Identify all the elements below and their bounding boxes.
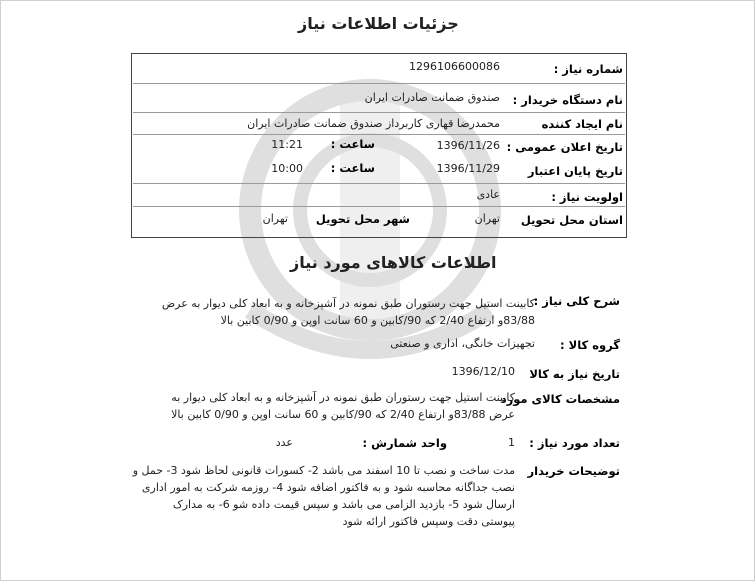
- description-label: شرح کلی نیاز :: [533, 294, 620, 308]
- notes-line-1: مدت ساخت و نصب تا 10 اسفند می باشد 2- کسورات قانونی لحاظ شود 3- حمل و: [132, 464, 515, 477]
- deadline-label: تاریخ پایان اعتبار: [527, 164, 623, 178]
- page-title: جزئیات اطلاعات نیاز: [298, 14, 459, 33]
- city-value: تهران: [262, 212, 288, 225]
- buyer-notes-label: توضیحات خریدار: [527, 464, 620, 478]
- goods-title: اطلاعات کالاهای مورد نیاز: [290, 253, 497, 272]
- buyer-value: صندوق ضمانت صادرات ایران: [364, 91, 500, 104]
- spec-label: مشخصات کالای مورد: [500, 392, 620, 406]
- notes-line-3: ارسال شود 5- بازدید الزامی می باشد و سپس قیمت داده شو 6- به مدارک: [172, 498, 515, 511]
- need-number-value: 1296106600086: [409, 60, 500, 73]
- group-value: تجهیزات خانگی، اداری و صنعتی: [390, 337, 535, 350]
- divider: [133, 206, 625, 207]
- buyer-label: نام دستگاه خریدار :: [512, 93, 623, 107]
- unit-value: عدد: [275, 436, 293, 449]
- description-text: [135, 295, 535, 329]
- qty-value: 1: [508, 436, 515, 449]
- creator-value: محمدرضا قهاری کاربرداز صندوق ضمانت صادرات ایران: [247, 117, 500, 130]
- need-number-label: شماره نیاز :: [553, 62, 623, 76]
- unit-label: واحد شمارش :: [362, 436, 447, 450]
- priority-value: عادی: [476, 188, 500, 201]
- notes-line-4: پیوستی دقت وسپس فاکتور ارائه شود: [342, 515, 515, 528]
- spec-line-1: کابینت استیل جهت رستوران طبق نمونه در آشپزخانه و به ابعاد کلی دیوار به: [171, 391, 515, 404]
- creator-label: نام ایجاد کننده: [541, 117, 623, 131]
- announce-date-label: تاریخ اعلان عمومی :: [506, 140, 623, 154]
- announce-time-value: 11:21: [271, 138, 303, 151]
- need-date-value: 1396/12/10: [451, 365, 515, 378]
- priority-label: اولویت نیاز :: [551, 190, 623, 204]
- province-value: تهران: [474, 212, 500, 225]
- deadline-time-value: 10:00: [271, 162, 303, 175]
- divider: [133, 112, 625, 113]
- province-label: استان محل تحویل: [520, 213, 623, 227]
- divider: [133, 83, 625, 84]
- group-label: گروه کالا :: [560, 338, 620, 352]
- announce-date-value: 1396/11/26: [436, 139, 500, 152]
- divider: [133, 134, 625, 135]
- qty-label: تعداد مورد نیاز :: [529, 436, 620, 450]
- city-label: شهر محل تحویل: [315, 212, 410, 226]
- deadline-date-value: 1396/11/29: [436, 162, 500, 175]
- notes-line-2: نصب جداگانه محاسبه شود و به فاکتور اضافه شود 4- روزمه شرکت به امور اداری: [141, 481, 515, 494]
- spec-line-2: عرض 83/88و ارتفاع 2/40 که 90/کابین و 60 سانت اوپن و 0/90 کابین بالا: [171, 408, 515, 421]
- description-line-2: 83/88و ارتفاع 2/40 که 90/کابین و 60 سانت اوپن و 0/90 کابین بالا: [220, 314, 535, 327]
- buyer-notes-text: [131, 462, 515, 530]
- divider: [133, 183, 625, 184]
- spec-text: [131, 389, 515, 423]
- need-date-label: تاریخ نیاز به کالا: [529, 367, 620, 381]
- deadline-time-label: ساعت :: [330, 161, 375, 175]
- description-line-1: کابینت استیل جهت رستوران طبق نمونه در آشپزخانه و به ابعاد کلی دیوار به عرض: [161, 297, 535, 310]
- announce-time-label: ساعت :: [330, 137, 375, 151]
